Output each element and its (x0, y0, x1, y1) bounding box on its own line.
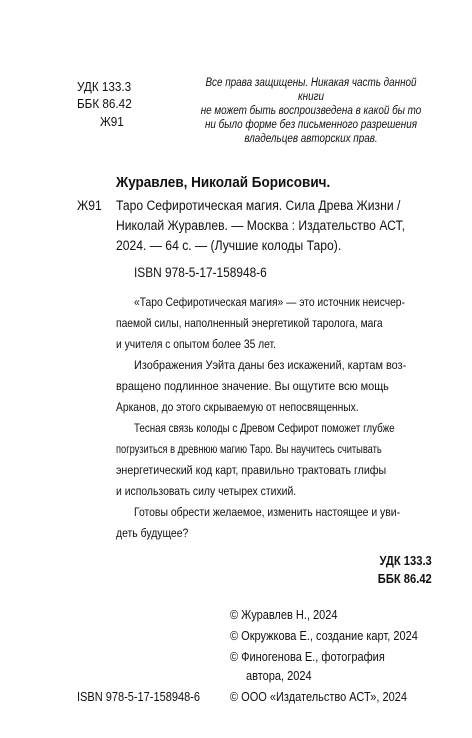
annotation-line: Арканов, до этого скрываемую от непосвященных. (116, 400, 359, 414)
annotation-line: погрузиться в древнюю магию Таро. Вы научитесь считывать (116, 442, 382, 456)
annotation-line: и использовать силу четырех стихий. (116, 484, 297, 498)
catalog-isbn: ISBN 978-5-17-158948-6 (134, 265, 267, 280)
copyright-line: © Финогенова Е., фотография (230, 649, 385, 664)
annotation-line: «Таро Сефиротическая магия» — это источник неисчер- (134, 295, 405, 309)
rights-line: Все права защищены. Никакая часть данной книги (205, 77, 417, 103)
annotation-line: вращено подлинное значение. Вы ощутите всю мощь (116, 379, 389, 393)
rights-line: владельцев авторских прав. (244, 133, 378, 145)
copyright-line: автора, 2024 (246, 668, 312, 683)
catalog-desc-line: 2024. — 64 с. — (Лучшие колоды Таро). (116, 238, 342, 253)
rights-notice (180, 76, 442, 146)
rights-line: ни было форме без письменного разрешения (204, 119, 418, 131)
footer-isbn: ISBN 978-5-17-158948-6 (77, 689, 200, 704)
author-heading: Журавлев, Николай Борисович. (116, 174, 331, 191)
annotation-line: паемой силы, наполненный энергетикой таролога, мага (116, 316, 383, 330)
annotation-line: Тесная связь колоды с Древом Сефирот поможет глубже (134, 421, 395, 435)
catalog-desc-line: Таро Сефиротическая магия. Сила Древа Жизни / (116, 198, 401, 213)
copyright-line: © ООО «Издательство АСТ», 2024 (230, 689, 407, 704)
rights-line: не может быть воспроизведена в какой бы то (200, 105, 422, 117)
catalog-mark: Ж91 (77, 198, 102, 213)
bbk-code-bottom: ББК 86.42 (378, 571, 432, 586)
copyright-line: © Окружкова Е., создание карт, 2024 (230, 628, 418, 643)
catalog-desc-line: Николай Журавлев. — Москва : Издательство АСТ, (116, 218, 405, 233)
annotation-line: Готовы обрести желаемое, изменить настоящее и уви- (134, 505, 401, 519)
bbk-code: ББК 86.42 (77, 96, 132, 111)
udk-code: УДК 133.3 (77, 79, 132, 94)
annotation-line: энергетический код карт, правильно трактовать глифы (116, 463, 387, 477)
udk-code-bottom: УДК 133.3 (379, 553, 432, 568)
annotation-line: и учителя с опытом более 35 лет. (116, 337, 276, 351)
annotation-line: Изображения Уэйта даны без искажений, картам воз- (134, 358, 407, 372)
annotation-line: деть будущее? (116, 526, 189, 540)
copyright-line: © Журавлев Н., 2024 (230, 607, 338, 622)
author-mark: Ж91 (100, 114, 124, 129)
